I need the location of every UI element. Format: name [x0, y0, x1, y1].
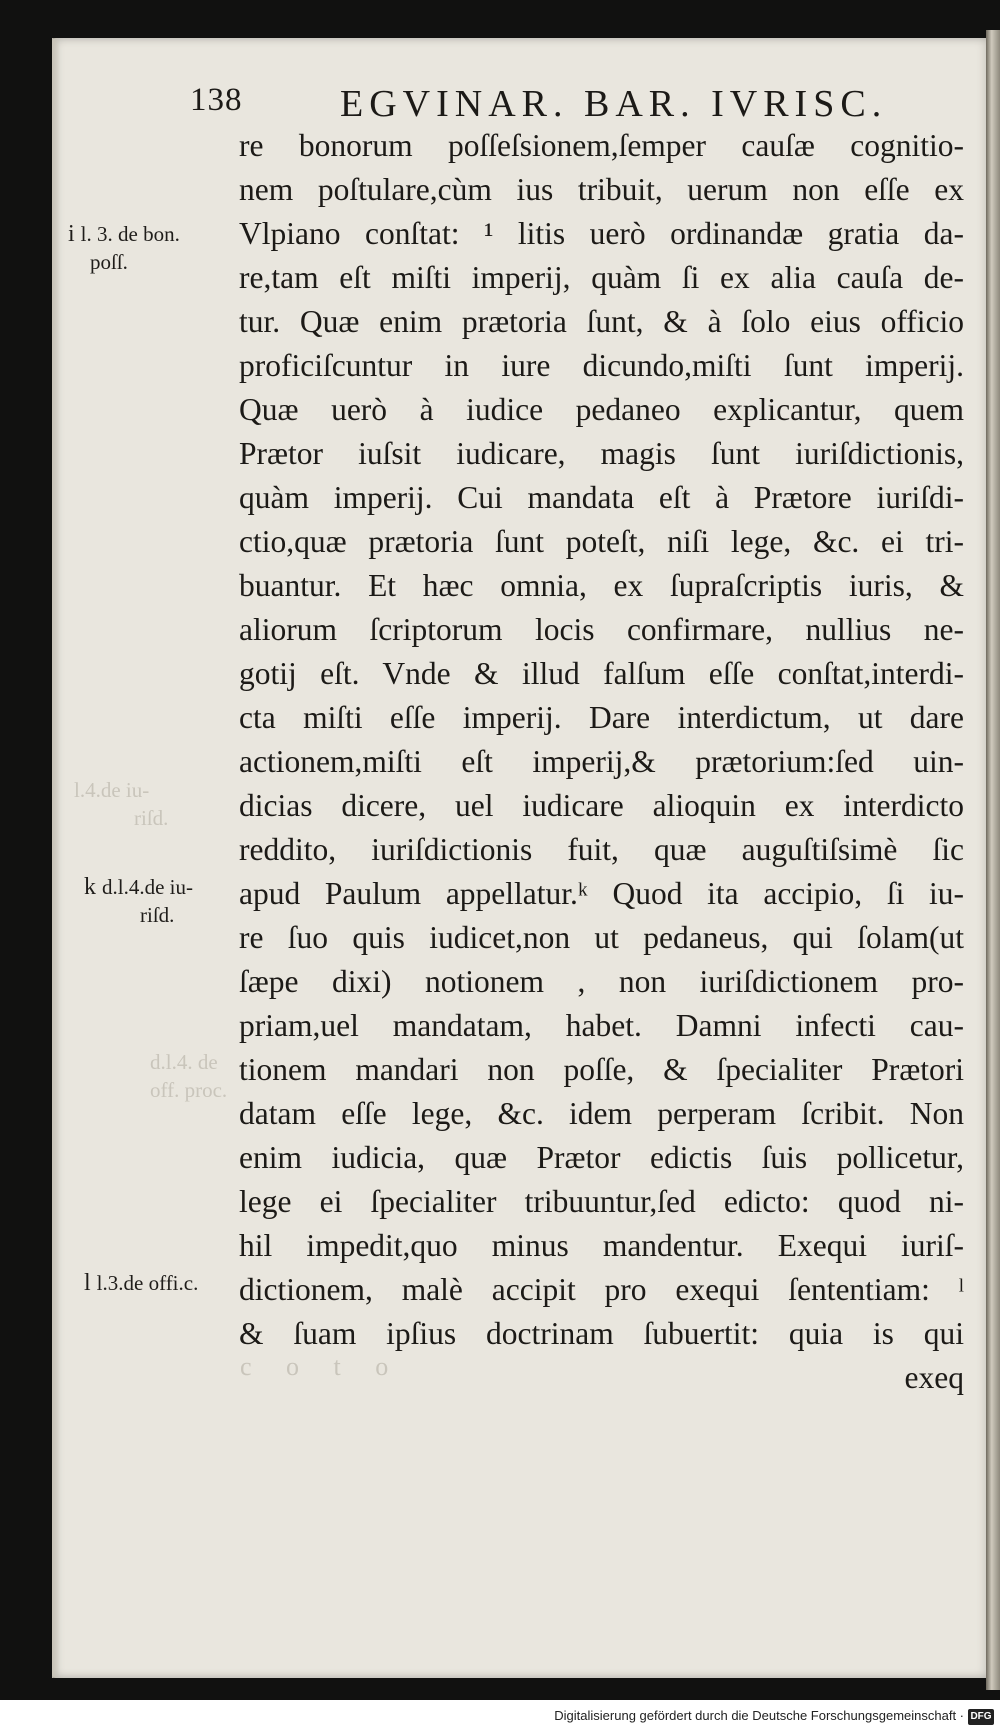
main-text-block	[239, 124, 964, 1400]
text-line: aliorum ſcriptorum locis confirmare, nullius ne-	[239, 612, 964, 647]
digitization-credit: Digitalisierung gefördert durch die Deutsche Forschungsgemeinschaft ·	[554, 1708, 964, 1723]
text-line: ctio,quæ prætoria ſunt poteſt, niſi lege, &c. ei tri-	[239, 524, 964, 559]
text-line: dictionem, malè accipit pro exequi ſententiam: ˡ	[239, 1272, 964, 1307]
text-line: apud Paulum appellatur.ᵏ Quod ita accipio, ſi iu-	[239, 876, 964, 911]
margin-note-l	[84, 1269, 198, 1297]
text-line: Quæ uerò à iudice pedaneo explicantur, quem	[239, 392, 964, 427]
running-head	[190, 82, 970, 126]
text-line: & ſuam ipſius doctrinam ſubuertit: quia is qui	[239, 1316, 964, 1351]
text-line: Vlpiano conſtat: ¹ litis uerò ordinandæ gratia da-	[239, 216, 964, 251]
text-line: cta miſti eſſe imperij. Dare interdictum, ut dare	[239, 700, 964, 735]
show-through-text	[150, 1048, 227, 1104]
show-through-line: d.l.4. de	[150, 1050, 218, 1074]
margin-note-key: i	[68, 221, 75, 247]
text-line: quàm imperij. Cui mandata eſt à Prætore iuriſdi-	[239, 480, 964, 515]
text-line: datam eſſe lege, &c. idem perperam ſcribit. Non	[239, 1096, 964, 1131]
text-line: reddito, iuriſdictionis fuit, quæ auguſtiſsimè ſic	[239, 832, 964, 867]
text-line: priam,uel mandatam, habet. Damni infecti cau-	[239, 1008, 964, 1043]
margin-note-text: l. 3. de bon.	[80, 222, 180, 246]
text-line: re bonorum poſſeſsionem,ſemper cauſæ cognitio-	[239, 128, 964, 163]
text-line: tur. Quæ enim prætoria ſunt, & à ſolo eius officio	[239, 304, 964, 339]
margin-note-text: l.3.de offi.c.	[96, 1271, 199, 1295]
text-line: tionem mandari non poſſe, & ſpecialiter Prætori	[239, 1052, 964, 1087]
text-line: ſæpe dixi) notionem , non iuriſdictionem pro-	[239, 964, 964, 999]
text-line: dicias dicere, uel iudicare alioquin ex interdicto	[239, 788, 964, 823]
text-line: Prætor iuſsit iudicare, magis ſunt iuriſdictionis,	[239, 436, 964, 471]
text-line: hil impedit,quo minus mandentur. Exequi iuriſ-	[239, 1228, 964, 1263]
text-line: enim iudicia, quæ Prætor edictis ſuis pollicetur,	[239, 1140, 964, 1175]
text-line: buantur. Et hæc omnia, ex ſupraſcriptis iuris, &	[239, 568, 964, 603]
show-through-text: c o t o	[240, 1352, 403, 1381]
margin-note-i	[68, 220, 180, 276]
show-through-line: l.4.de iu-	[74, 778, 150, 802]
show-through-line: off. proc.	[150, 1078, 228, 1102]
show-through-text	[74, 776, 168, 832]
margin-note-key: l	[84, 1270, 91, 1296]
margin-note-text: d.l.4.de iu-	[102, 875, 193, 899]
margin-note-text: poſſ.	[90, 250, 128, 274]
text-line: actionem,miſti eſt imperij,& prætorium:ſed uin-	[239, 744, 964, 779]
text-line: gotij eſt. Vnde & illud falſum eſſe conſtat,interdi-	[239, 656, 964, 691]
page-edge	[986, 30, 1000, 1690]
running-title: EGVINAR. BAR. IVRISC.	[340, 83, 888, 125]
margin-note-text: riſd.	[140, 903, 175, 927]
text-line: nem poſtulare,cùm ius tribuit, uerum non eſſe ex	[239, 172, 964, 207]
text-line: proficiſcuntur in iure dicundo,miſti ſunt imperij.	[239, 348, 964, 383]
show-through-line: riſd.	[134, 806, 169, 830]
text-line: lege ei ſpecialiter tribuuntur,ſed edicto: quod ni-	[239, 1184, 964, 1219]
catchword: exeq	[904, 1360, 964, 1395]
page-number: 138	[190, 82, 243, 118]
text-line: re,tam eſt miſti imperij, quàm ſi ex alia cauſa de-	[239, 260, 964, 295]
margin-note-key: k	[84, 874, 96, 900]
margin-note-k	[84, 873, 193, 929]
text-line: re ſuo quis iudicet,non ut pedaneus, qui ſolam(ut	[239, 920, 964, 955]
dfg-logo: DFG	[968, 1709, 994, 1725]
